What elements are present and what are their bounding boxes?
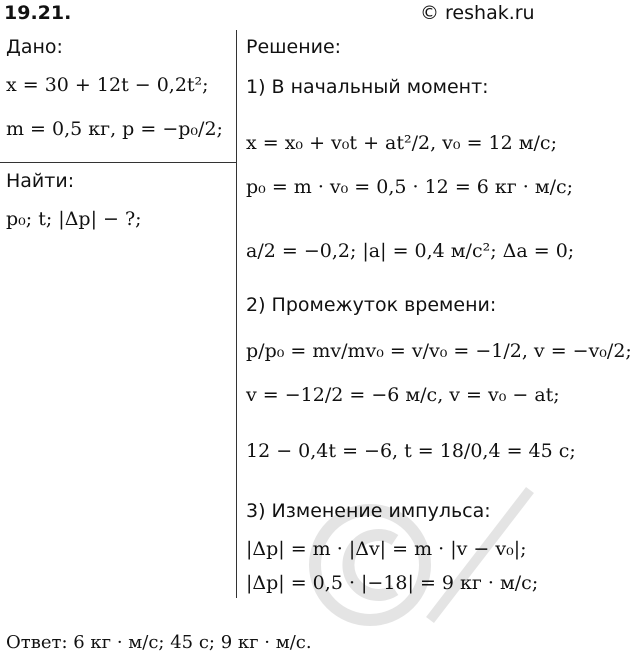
equation-6: 12 − 0,4t = −6, t = 18/0,4 = 45 с; <box>246 440 576 462</box>
site-watermark: © reshak.ru <box>420 2 535 24</box>
equation-7: |Δp| = m · |Δv| = m · |v − v₀|; <box>246 538 527 560</box>
equation-8: |Δp| = 0,5 · |−18| = 9 кг · м/с; <box>246 572 539 594</box>
column-divider <box>236 30 237 598</box>
equation-3: a/2 = −0,2; |a| = 0,4 м/с²; Δa = 0; <box>246 240 575 262</box>
equation-1: x = x₀ + v₀t + at²/2, v₀ = 12 м/с; <box>246 132 557 154</box>
find-line: p₀; t; |Δp| − ?; <box>6 208 142 230</box>
equation-5: v = −12/2 = −6 м/с, v = v₀ − at; <box>246 384 560 406</box>
given-line-2: m = 0,5 кг, p = −p₀/2; <box>6 118 223 140</box>
answer: Ответ: 6 кг · м/с; 45 с; 9 кг · м/с. <box>6 632 312 653</box>
given-title: Дано: <box>6 36 63 58</box>
step-1-heading: 1) В начальный момент: <box>246 76 489 98</box>
step-2-heading: 2) Промежуток времени: <box>246 294 497 316</box>
step-3-heading: 3) Изменение импульса: <box>246 500 491 522</box>
given-divider <box>0 162 236 163</box>
problem-number: 19.21. <box>4 2 72 24</box>
given-line-1: x = 30 + 12t − 0,2t²; <box>6 74 209 96</box>
solution-title: Решение: <box>246 36 342 58</box>
find-title: Найти: <box>6 170 75 192</box>
equation-4: p/p₀ = mv/mv₀ = v/v₀ = −1/2, v = −v₀/2; <box>246 340 632 362</box>
equation-2: p₀ = m · v₀ = 0,5 · 12 = 6 кг · м/с; <box>246 176 574 198</box>
